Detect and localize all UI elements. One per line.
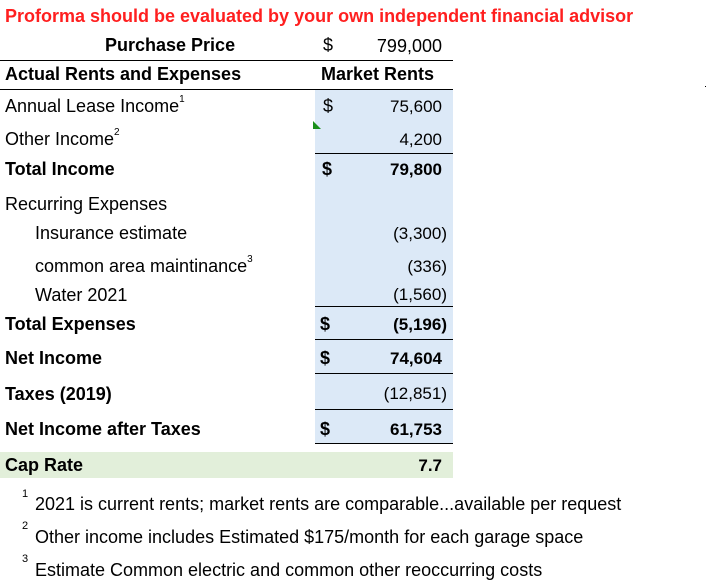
row-taxes-value: (12,851) [383, 384, 447, 403]
row-total-income-dollar: $ [322, 159, 333, 179]
footnote-1-number: 1 [22, 488, 29, 500]
row-net-income-label: Net Income [5, 348, 103, 368]
stray-mark [705, 86, 706, 87]
row-net-income-dollar: $ [320, 348, 331, 368]
taxes-underline [315, 409, 453, 410]
footnote-2-number: 2 [22, 520, 29, 532]
disclaimer-title: Proforma should be evaluated by your own independent financial advisor [5, 6, 634, 26]
footnote-1-text: 2021 is current rents; market rents are comparable...available per request [35, 494, 622, 514]
row-cap-rate-value: 7.7 [418, 456, 442, 475]
row-total-expenses-value: (5,196) [393, 315, 447, 334]
row-total-income-value: 79,800 [390, 160, 442, 179]
row-common-area-label: common area maintinance$^3$ [35, 254, 253, 276]
header-bottom-rule [0, 89, 453, 90]
net-after-taxes-underline [315, 443, 453, 444]
row-net-income-value: 74,604 [390, 349, 442, 368]
row-annual-lease-income-dollar: $ [323, 96, 334, 116]
row-water-value: (1,560) [393, 285, 447, 304]
row-total-income-label: Total Income [5, 159, 115, 179]
purchase-price-value: 799,000 [376, 36, 442, 56]
row-net-income-after-taxes-label: Net Income after Taxes [5, 419, 201, 439]
row-annual-lease-income-label: Annual Lease Income$^1$ [5, 94, 185, 116]
net-income-underline [315, 373, 453, 374]
header-actual-rents: Actual Rents and Expenses [5, 64, 242, 84]
row-total-expenses-dollar: $ [320, 314, 331, 334]
header-market-rents: Market Rents [321, 64, 435, 84]
row-net-income-after-taxes-dollar: $ [320, 419, 331, 439]
row-water-label: Water 2021 [35, 285, 128, 305]
water-underline [315, 306, 453, 307]
row-recurring-expenses-label: Recurring Expenses [5, 194, 168, 214]
row-total-expenses-label: Total Expenses [5, 314, 136, 334]
header-top-rule [0, 60, 453, 61]
footnote-2-text: Other income includes Estimated $175/month for each garage space [35, 527, 584, 547]
row-other-income-value: 4,200 [399, 130, 442, 149]
purchase-price-label: Purchase Price [105, 35, 236, 55]
cell-comment-marker [313, 121, 321, 129]
other-income-underline [315, 153, 453, 154]
row-other-income-label: Other Income$^2$ [5, 127, 120, 149]
footnote-3-text: Estimate Common electric and common other reoccurring costs [35, 560, 543, 580]
footnote-3-number: 3 [22, 553, 29, 565]
row-insurance-value: (3,300) [393, 224, 447, 243]
row-taxes-label: Taxes (2019) [5, 384, 112, 404]
row-insurance-label: Insurance estimate [35, 223, 188, 243]
row-net-income-after-taxes-value: 61,753 [390, 420, 442, 439]
row-common-area-value: (336) [407, 257, 447, 276]
row-cap-rate-label: Cap Rate [5, 455, 84, 475]
total-expenses-underline [315, 339, 453, 340]
purchase-price-dollar: $ [323, 35, 334, 55]
row-annual-lease-income-value: 75,600 [390, 97, 442, 116]
